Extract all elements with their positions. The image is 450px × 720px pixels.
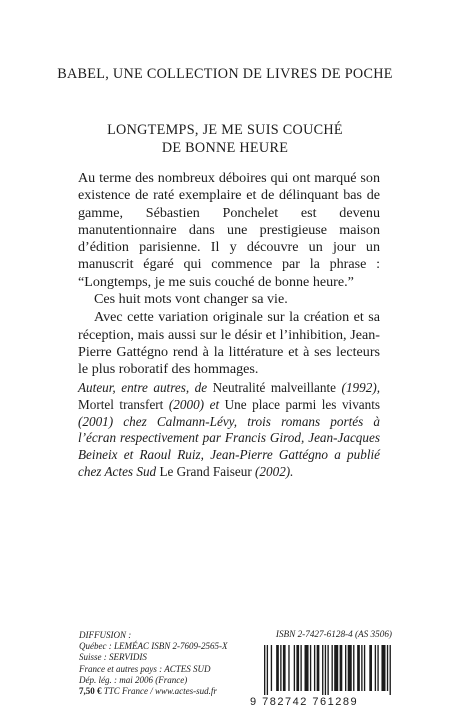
barcode-bar bbox=[288, 645, 289, 691]
barcode-bar bbox=[390, 645, 391, 695]
diffusion-label: DIFFUSION : bbox=[79, 630, 132, 640]
price: 7,50 € bbox=[79, 686, 102, 697]
bio-text: (1992), bbox=[341, 380, 381, 395]
book-title-line-1: LONGTEMPS, JE ME SUIS COUCHÉ bbox=[107, 122, 343, 138]
book-title-line-2: DE BONNE HEURE bbox=[161, 140, 289, 156]
barcode-bar bbox=[296, 645, 299, 691]
isbn-text: ISBN 2-7427-6128-4 (AS 3506) bbox=[275, 629, 392, 639]
blurb-paragraph-3: Avec cette variation originale sur la création et sa réception, mais aussi sur le désir et l’inhibition, Jean-Pierre Gattégno rend à la littérature et à ses lecteurs le plus roboratif des hommages. bbox=[78, 309, 380, 378]
barcode-bars bbox=[250, 645, 392, 695]
barcode-bar bbox=[381, 645, 385, 691]
barcode-bar bbox=[377, 645, 378, 691]
barcode-bar bbox=[332, 645, 333, 691]
bio-text: Auteur, entre autres, de bbox=[78, 380, 208, 395]
price-details: TTC France / www.actes-sud.fr bbox=[103, 686, 217, 697]
barcode-bar bbox=[357, 645, 360, 691]
barcode-bar bbox=[334, 645, 338, 691]
barcode-bar bbox=[348, 645, 352, 691]
barcode-bar bbox=[264, 645, 265, 695]
barcode-bar bbox=[361, 645, 362, 691]
barcode-bar bbox=[364, 645, 365, 691]
isbn-block bbox=[250, 629, 392, 709]
barcode-bar bbox=[369, 645, 372, 691]
barcode-bar bbox=[300, 645, 301, 691]
distribution-info bbox=[79, 630, 259, 697]
bio-work-title: Neutralité malveillante bbox=[212, 380, 337, 395]
bio-work-title: Le Grand Faiseur bbox=[159, 463, 252, 479]
bio-text: (2000) bbox=[168, 396, 205, 412]
barcode-bar bbox=[387, 645, 388, 691]
barcode-bar bbox=[375, 645, 376, 691]
barcode-bar bbox=[283, 645, 286, 691]
collection-heading: BABEL, UNE COLLECTION DE LIVRES DE POCHE bbox=[57, 66, 393, 82]
diffusion-suisse: Suisse : SERVIDIS bbox=[79, 652, 147, 663]
blurb-paragraph-1: Au terme des nombreux déboires qui ont marqué son existence de raté exemplaire et de délinquant bas de gamme, Sébastien Ponchelet est devenu manutentionnaire dans une prestigieuse maison d’édition parisienne. Il y découvre un jour un manuscrit égaré qui commence par la phrase : “Longtemps, je me suis couché de bonne heure.” bbox=[78, 170, 380, 290]
barcode-bar bbox=[317, 645, 320, 691]
barcode-bar bbox=[280, 645, 281, 691]
bio-work-title: Mortel transfert bbox=[78, 396, 164, 412]
barcode-bar bbox=[325, 645, 326, 695]
barcode-bar bbox=[294, 645, 295, 691]
barcode-bar bbox=[305, 645, 309, 691]
bio-work-title: Une place parmi les vivants bbox=[224, 396, 381, 412]
barcode-bar bbox=[267, 645, 268, 695]
price-line bbox=[79, 686, 259, 697]
barcode-bar bbox=[271, 645, 272, 691]
book-title bbox=[0, 121, 450, 157]
legal-deposit: Dép. lég. : mai 2006 (France) bbox=[79, 674, 188, 685]
diffusion-france: France et autres pays : ACTES SUD bbox=[79, 663, 211, 674]
barcode-bar bbox=[353, 645, 354, 691]
author-bio bbox=[78, 380, 380, 481]
bio-text: et bbox=[209, 396, 220, 412]
barcode-bar bbox=[322, 645, 323, 695]
blurb bbox=[78, 170, 380, 379]
barcode-digits: 9 782742 761289 bbox=[250, 696, 359, 708]
barcode-bar bbox=[314, 645, 315, 691]
barcode bbox=[250, 645, 392, 709]
barcode-bar bbox=[327, 645, 328, 695]
barcode-bar bbox=[276, 645, 279, 691]
barcode-bar bbox=[340, 645, 343, 691]
barcode-bar bbox=[345, 645, 346, 691]
barcode-bar bbox=[310, 645, 311, 691]
bio-text: (2002). bbox=[255, 463, 294, 479]
blurb-paragraph-2: Ces huit mots vont changer sa vie. bbox=[94, 291, 288, 308]
bio-text: (2001) chez Calmann-Lévy, trois romans portés à l’écran respectivement par Francis Girod, Jean-Jacques Beineix et Raoul Ruiz, Jean-Pierre Gattégno a publié chez Actes Sud bbox=[78, 413, 380, 479]
diffusion-quebec: Québec : LEMÉAC ISBN 2-7609-2565-X bbox=[79, 641, 228, 652]
